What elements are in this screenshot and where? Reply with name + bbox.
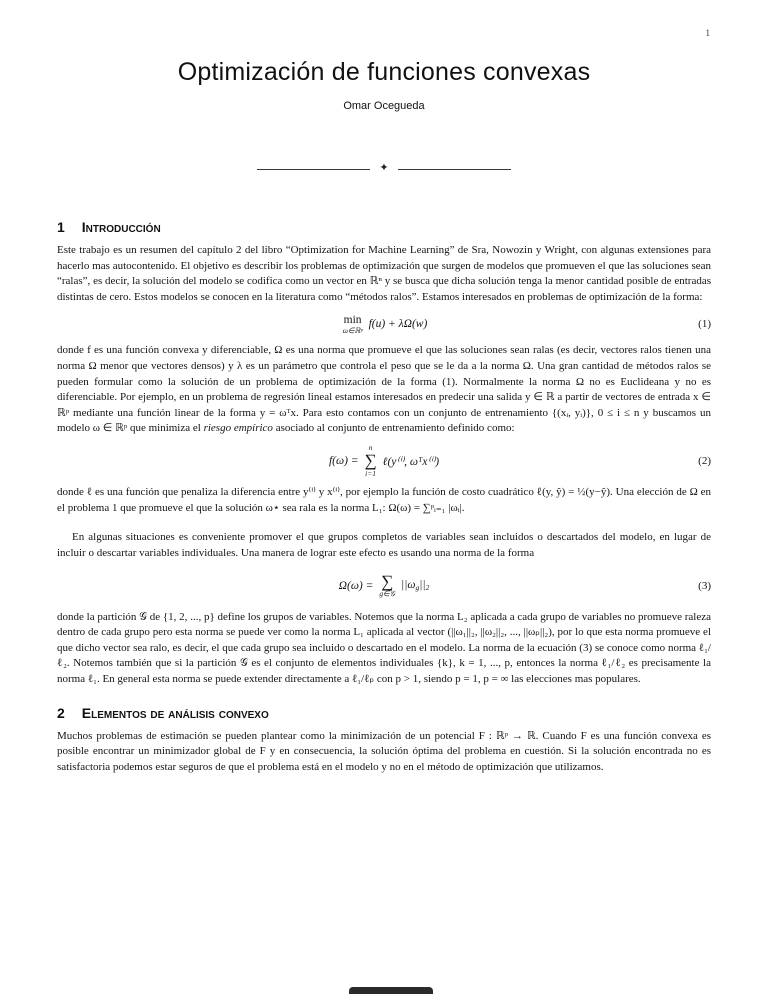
paper-title: Optimización de funciones convexas bbox=[177, 58, 591, 86]
equation-3-body bbox=[401, 579, 429, 592]
sum-lower-limit: i=1 bbox=[365, 469, 377, 479]
equation-1-number: (1) bbox=[698, 318, 711, 331]
equation-2 bbox=[57, 444, 711, 478]
paragraph-intro-2-tail: asociado al conjunto de entrenamiento definido como: bbox=[272, 422, 515, 435]
sum-symbol: ∑ bbox=[364, 451, 377, 471]
equation-1-content bbox=[341, 314, 428, 335]
sum-symbol: ∑ bbox=[381, 571, 394, 591]
section-1-title: Introducción bbox=[81, 219, 161, 235]
equation-3-number: (3) bbox=[698, 579, 711, 592]
equation-2-body: ℓ(y⁽ⁱ⁾, ωᵀx⁽ⁱ⁾) bbox=[382, 456, 440, 469]
sum-lower-limit: g∈𝒢 bbox=[379, 589, 396, 599]
norm-subscript-g: g bbox=[415, 583, 420, 593]
section-2-number: 2 bbox=[57, 704, 65, 721]
equation-3 bbox=[57, 569, 711, 603]
title-divider bbox=[57, 164, 711, 175]
sum-operator bbox=[379, 573, 395, 599]
sum-upper-limit: n bbox=[368, 442, 373, 452]
section-2-title: Elementos de análisis convexo bbox=[81, 704, 269, 721]
paragraph-intro-4: En algunas situaciones es conveniente promover el que grupos completos de variables sean incluidos o descartados del modelo, en lugar de incluir o descartar variables individuales. Una manera de lograr este efecto es usando una norma de la forma bbox=[57, 531, 711, 560]
equation-3-content bbox=[339, 573, 430, 599]
norm-close: || bbox=[419, 579, 426, 592]
page-number: 1 bbox=[705, 28, 710, 38]
equation-1 bbox=[57, 312, 711, 336]
paragraph-intro-5: donde la partición 𝒢 de {1, 2, ..., p} define los grupos de variables. Notemos que la norma L₂ aplicada a cada grupo de variables no promueve raleza dentro de cada grupo pero esta norma se puede ver como la norma L₁ aplicada al vector (||ω₁||₂, ||ω₂||₂, ..., ||ωₚ||₂), por lo que esta norma promueve el que dicho vector sea ralo, es decir, el que cada grupo sea incluido o descartado en el modelo. La norma de la ecuación (3) se conoce como norma ℓ₁/ℓ₂. Notemos también que si la partición 𝒢 es el conjunto de elementos individuales {k}, k = 1, ..., p, entonces la norma ℓ₁/ℓ₂ es precisamente la norma ℓ₁. En general esta norma se puede extender directamente a ℓ₁/ℓₚ con p > 1, siendo p = 1, p = ∞ las elecciones mas populares. bbox=[57, 610, 711, 686]
equation-2-content bbox=[329, 444, 439, 478]
norm-subscript-2: 2 bbox=[425, 583, 430, 593]
paragraph-intro-2-text: donde f es una función convexa y diferenciable, Ω es una norma que promueve el que las soluciones sean ralas (es decir, vectores ralos tienen una norma Ω menor que vectores densos) y λ es un parámetro que controla el peso que se le da a la norma Ω. Una gran cantidad de métodos ralos se pueden formular como la solución de un problema de optimización de la forma (1). Normalmente la norma Ω no es Euclideana y no es diferenciable. Por ejemplo, en un problema de regresión lineal estamos interesados en predecir una salida y ∈ ℝ a partir de vectores de entrada x ∈ ℝᵖ mediante una función linear de la forma y = ωᵀx. Para esto contamos con un conjunto de entrenamiento {(xᵢ, yᵢ)}, 0 ≤ i ≤ n y buscamos un modelo ω ∈ ℝᵖ que minimiza el bbox=[57, 344, 711, 435]
divider-line-right bbox=[398, 169, 511, 170]
page-bottom-artifact bbox=[349, 987, 433, 994]
min-operator-subscript: ω∈ℝᵖ bbox=[342, 325, 363, 335]
min-operator-word: min bbox=[343, 313, 362, 326]
equation-2-number: (2) bbox=[698, 455, 711, 468]
paragraph-intro-3: donde ℓ es una función que penaliza la diferencia entre y⁽ⁱ⁾ y x⁽ⁱ⁾, por ejemplo la función de costo cuadrático ℓ(y, ŷ) = ½(y−ŷ). Una elección de Ω en el problema 1 que promueve el que la solución ω⋆ sea rala es la norma L₁: Ω(ω) = ∑ᵖᵢ₌₁ |ωᵢ|. bbox=[57, 486, 711, 514]
equation-2-lhs: f(ω) = bbox=[328, 455, 359, 468]
divider-star-icon: ✦ bbox=[379, 162, 389, 174]
divider-line-left bbox=[257, 169, 370, 170]
min-operator bbox=[343, 314, 363, 335]
section-1-heading bbox=[57, 219, 711, 235]
emphasis-riesgo-empirico: riesgo empírico bbox=[203, 422, 273, 435]
section-2-heading bbox=[57, 705, 711, 721]
paragraph-convex-1: Muchos problemas de estimación se pueden plantear como la minimización de un potencial F : ℝᵖ → ℝ. Cuando F es una función convexa es posible encontrar un minimizador global de F y en consecuencia, la solución óptima del problema en cuestión. Si la solución encontrada no es satisfactoria podemos estar seguros de que el problema está en el modelo y no en el método de optimización que utilizamos. bbox=[57, 729, 711, 773]
norm-open: ||ω bbox=[401, 579, 416, 592]
paragraph-intro-1: Este trabajo es un resumen del capítulo 2 del libro “Optimization for Machine Learning” de Sra, Nowozin y Wright, con algunas extensiones para hacerlo mas autocontenido. El objetivo es describir los problemas de optimización que surgen de modelos que promueven el que las soluciones sean “ralas”, es decir, la solución del modelo se codifica como un vector en ℝⁿ y se busca que dicha solución tenga la menor cantidad posible de entradas distintas de cero. Estos modelos se conocen en la literatura como “métodos ralos”. Estamos interesados en problemas de optimización de la forma: bbox=[57, 244, 711, 303]
equation-3-lhs: Ω(ω) = bbox=[338, 579, 374, 592]
paper-author: Omar Ocegueda bbox=[343, 100, 425, 112]
sum-operator bbox=[365, 444, 377, 478]
paragraph-intro-2 bbox=[57, 343, 711, 437]
equation-1-body: f(u) + λΩ(w) bbox=[368, 318, 428, 331]
section-1-number: 1 bbox=[57, 219, 65, 235]
